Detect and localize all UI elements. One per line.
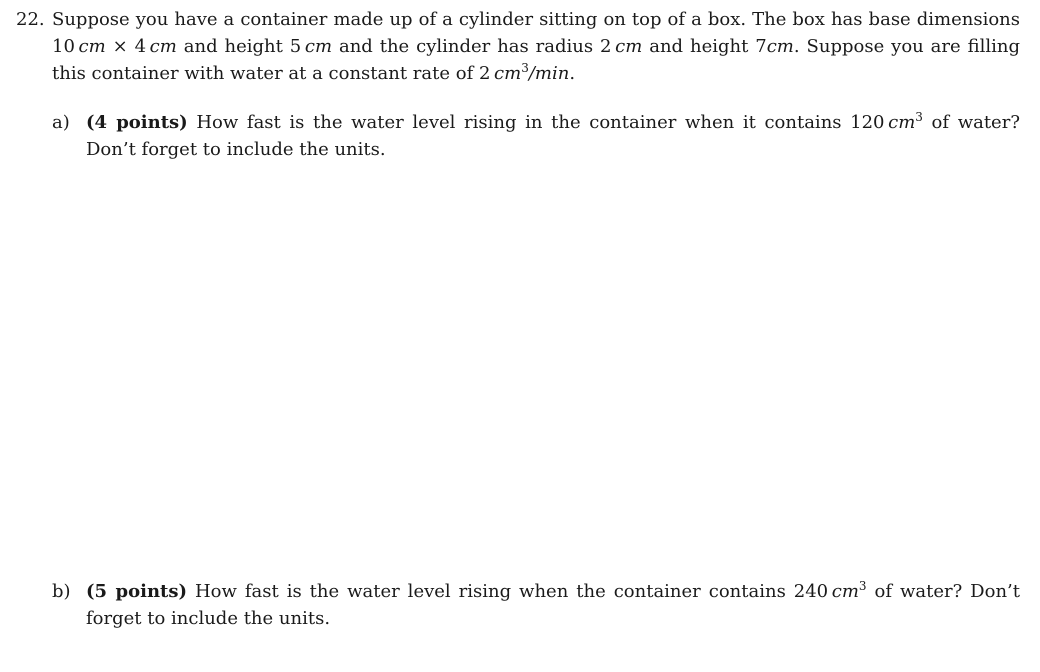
problem-22 — [16, 6, 1020, 87]
unit-cm: cm — [494, 63, 522, 84]
rate-unit: /min — [528, 63, 570, 84]
part-a — [52, 109, 1020, 163]
unit-cm: cm — [888, 112, 916, 133]
exponent: 3 — [521, 61, 529, 75]
points-label: (5 points) — [86, 581, 188, 602]
problem-text-segment: Suppose you have a container made up of a cylinder sitting on top of a box. The box has base dimensions 10 — [52, 9, 1020, 57]
unit-cm: cm — [304, 36, 333, 57]
problem-text-segment: and height 5 — [176, 36, 302, 57]
part-label: b) — [52, 581, 71, 602]
part-a-question — [86, 109, 1020, 163]
problem-statement — [52, 6, 1020, 87]
problem-text-segment: and the cylinder has radius 2 — [332, 36, 612, 57]
unit-cm: cm — [766, 36, 794, 57]
question-text-segment: How fast is the water level rising when the container contains 240 — [187, 581, 829, 602]
question-text-segment: of water? Don’t forget to include the units. — [86, 581, 1020, 629]
part-b — [52, 578, 1020, 632]
part-label: a) — [52, 112, 70, 133]
question-text-segment: How fast is the water level rising in the container when it contains 120 — [187, 112, 885, 133]
problem-text-segment: and height 7 — [642, 36, 767, 57]
exponent: 3 — [858, 579, 867, 593]
problem-text-segment: . Suppose you are filling this container with water at a constant rate of 2 — [52, 36, 1020, 84]
problem-number: 22. — [16, 9, 45, 30]
part-b-question — [86, 578, 1020, 632]
problem-text-segment: × 4 — [105, 36, 147, 57]
question-text-segment: of water? Don’t forget to include the units. — [86, 112, 1020, 160]
exponent: 3 — [915, 110, 923, 124]
points-label: (4 points) — [86, 112, 188, 133]
problem-text-segment: . — [569, 63, 576, 84]
unit-cm: cm — [615, 36, 643, 57]
unit-cm: cm — [149, 36, 177, 57]
unit-cm: cm — [831, 581, 859, 602]
unit-cm: cm — [78, 36, 106, 57]
